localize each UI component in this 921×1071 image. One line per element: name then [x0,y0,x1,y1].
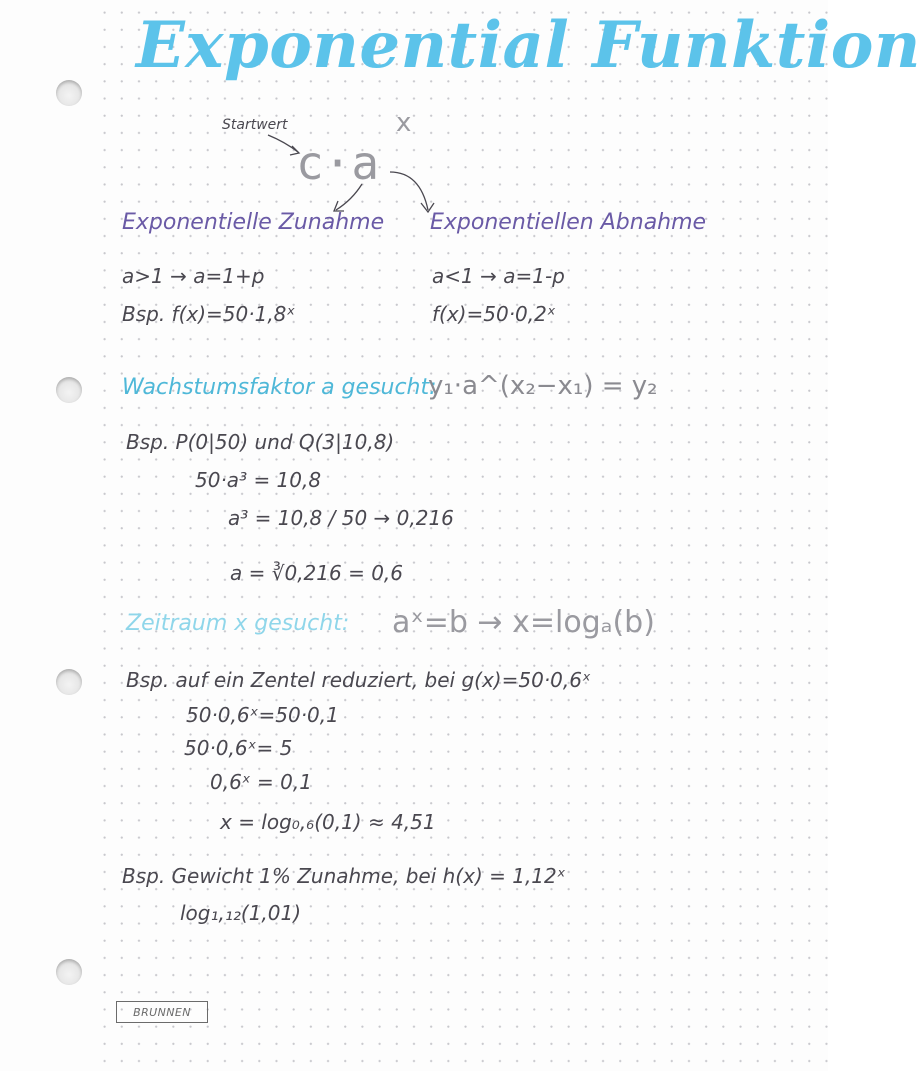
example1-line2: 50·a³ = 10,8 [195,468,322,492]
example2-line4: 0,6ˣ = 0,1 [210,770,312,794]
abnahme-heading: Exponentiellen Abnahme [430,210,707,235]
left-margin [0,0,95,1071]
main-formula: c·a [296,136,380,190]
punch-hole [56,669,82,695]
wachstum-formula: y₁·a^(x₂−x₁) = y₂ [428,371,658,401]
logo-text: BRUNNEN [133,1005,191,1019]
startwert-label: Startwert [222,117,288,133]
brunnen-logo [116,1001,208,1023]
zeitraum-heading: Zeitraum x gesucht: [126,611,350,636]
example2-line3: 50·0,6ˣ= 5 [184,736,293,760]
example2-line2: 50·0,6ˣ=50·0,1 [186,703,339,727]
main-formula-exponent: x [396,108,412,138]
punch-hole [56,377,82,403]
example3-line1: Bsp. Gewicht 1% Zunahme, bei h(x) = 1,12ˣ [122,864,566,888]
abnahme-condition: a<1 → a=1-p [432,264,565,288]
page-title: Exponential Funktion [136,8,921,83]
zunahme-example: Bsp. f(x)=50·1,8ˣ [122,302,296,326]
abnahme-example: f(x)=50·0,2ˣ [432,302,556,326]
zunahme-condition: a>1 → a=1+p [122,264,265,288]
example1-line4: a = ∛0,216 = 0,6 [230,561,404,585]
zunahme-heading: Exponentielle Zunahme [122,210,385,235]
punch-hole [56,80,82,106]
example2-line5: x = log₀,₆(0,1) ≈ 4,51 [220,810,436,834]
zeitraum-formula: aˣ=b → x=logₐ(b) [392,605,655,640]
example1-line3: a³ = 10,8 / 50 → 0,216 [228,506,454,530]
punch-hole [56,959,82,985]
example3-line2: log₁,₁₂(1,01) [180,901,302,925]
example1-line1: Bsp. P(0|50) und Q(3|10,8) [126,430,395,454]
example2-line1: Bsp. auf ein Zentel reduziert, bei g(x)=50·0,6ˣ [126,668,591,692]
wachstum-heading: Wachstumsfaktor a gesucht: [122,375,437,400]
